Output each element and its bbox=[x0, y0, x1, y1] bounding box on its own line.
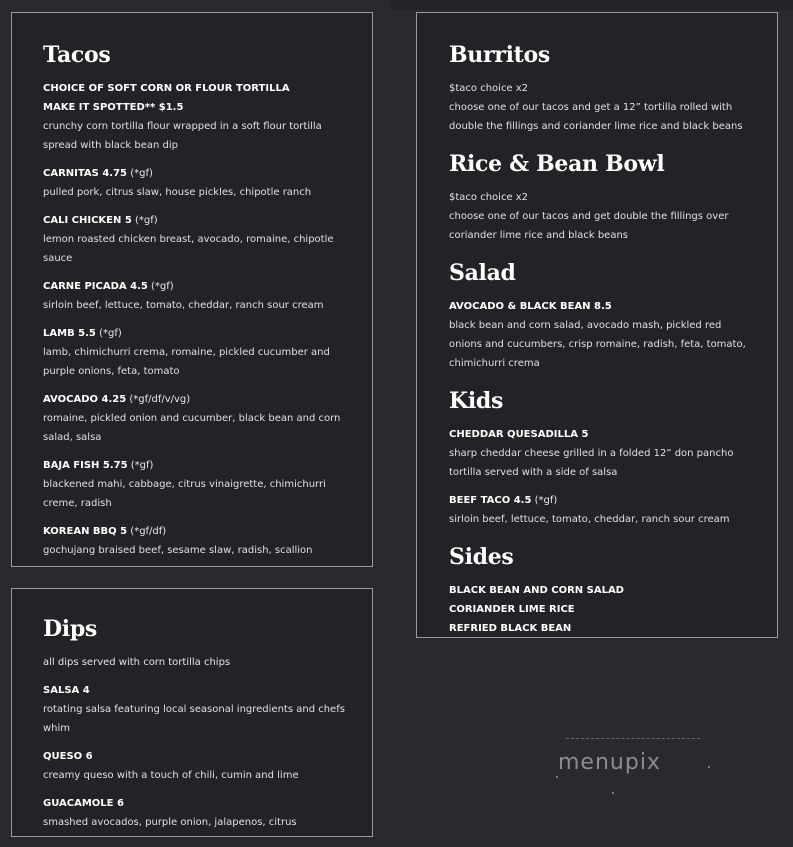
watermark-text: menupix bbox=[558, 750, 661, 775]
side-item: REFRIED BLACK BEAN bbox=[449, 623, 572, 634]
dips-intro: all dips served with corn tortilla chips bbox=[43, 657, 231, 668]
kids-section bbox=[449, 387, 777, 529]
item-name: QUESO 6 bbox=[43, 751, 93, 762]
item-desc: black bean and corn salad, avocado mash, pickled red onions and cucumbers, crisp romaine, radish, feta, tomato, chimichurri crema bbox=[449, 320, 746, 369]
item-desc: sirloin beef, lettuce, tomato, cheddar, ranch sour cream bbox=[43, 300, 324, 311]
item-name: LAMB 5.5 (*gf) bbox=[43, 328, 122, 339]
bowl-section bbox=[449, 150, 777, 245]
top-bar bbox=[391, 0, 793, 10]
item-name: AVOCADO 4.25 (*gf/df/v/vg) bbox=[43, 394, 191, 405]
watermark-dot bbox=[612, 792, 614, 794]
menu-item-avocado bbox=[43, 390, 372, 447]
menu-item-cali-chicken bbox=[43, 211, 372, 268]
item-desc: lemon roasted chicken breast, avocado, romaine, chipotle sauce bbox=[43, 234, 334, 264]
sides-section bbox=[449, 543, 777, 638]
item-desc: smashed avocados, purple onion, jalapenos, citrus bbox=[43, 817, 297, 828]
menu-item-korean-bbq bbox=[43, 522, 372, 560]
burritos-title: Burritos bbox=[449, 42, 550, 68]
item-name: KOREAN BBQ 5 (*gf/df) bbox=[43, 526, 167, 537]
tacos-intro-desc: crunchy corn tortilla flour wrapped in a soft flour tortilla spread with black bean dip bbox=[43, 121, 322, 151]
bowl-price: $taco choice x2 bbox=[449, 192, 529, 203]
burritos-price: $taco choice x2 bbox=[449, 83, 529, 94]
item-name: CARNITAS 4.75 (*gf) bbox=[43, 168, 153, 179]
watermark-dot bbox=[708, 766, 710, 768]
menupix-watermark bbox=[556, 736, 716, 796]
bowl-title: Rice & Bean Bowl bbox=[449, 151, 665, 177]
item-desc: gochujang braised beef, sesame slaw, radish, scallion bbox=[43, 545, 313, 556]
item-name: AVOCADO & BLACK BEAN 8.5 bbox=[449, 301, 612, 312]
menu-item-guacamole bbox=[43, 794, 372, 832]
item-name: CHEDDAR QUESADILLA 5 bbox=[449, 429, 589, 440]
item-desc: sirloin beef, lettuce, tomato, cheddar, ranch sour cream bbox=[449, 514, 730, 525]
item-name: CALI CHICKEN 5 (*gf) bbox=[43, 215, 158, 226]
item-name: SALSA 4 bbox=[43, 685, 90, 696]
item-name: BEEF TACO 4.5 (*gf) bbox=[449, 495, 558, 506]
dips-title: Dips bbox=[43, 616, 98, 642]
menu-item-carnitas bbox=[43, 164, 372, 202]
item-desc: rotating salsa featuring local seasonal ingredients and chefs whim bbox=[43, 704, 345, 734]
right-panel bbox=[416, 12, 778, 638]
menu-item-carne-picada bbox=[43, 277, 372, 315]
menu-item-queso bbox=[43, 747, 372, 785]
sides-title: Sides bbox=[449, 544, 514, 570]
item-name: CARNE PICADA 4.5 (*gf) bbox=[43, 281, 174, 292]
tacos-intro-spotted: MAKE IT SPOTTED** $1.5 bbox=[43, 102, 184, 113]
watermark-dashed-line bbox=[566, 738, 700, 739]
tacos-panel bbox=[11, 12, 373, 567]
bowl-desc: choose one of our tacos and get double the fillings over coriander lime rice and black beans bbox=[449, 211, 729, 241]
side-item: BLACK BEAN AND CORN SALAD bbox=[449, 585, 624, 596]
kids-title: Kids bbox=[449, 388, 504, 414]
item-desc: lamb, chimichurri crema, romaine, pickled cucumber and purple onions, feta, tomato bbox=[43, 347, 330, 377]
tacos-intro-tortilla: CHOICE OF SOFT CORN OR FLOUR TORTILLA bbox=[43, 83, 290, 94]
burritos-desc: choose one of our tacos and get a 12” tortilla rolled with double the fillings and coriander lime rice and black beans bbox=[449, 102, 743, 132]
burritos-section bbox=[449, 41, 777, 136]
item-desc: blackened mahi, cabbage, citrus vinaigrette, chimichurri creme, radish bbox=[43, 479, 326, 509]
salad-title: Salad bbox=[449, 260, 516, 286]
menu-item-lamb bbox=[43, 324, 372, 381]
salad-section bbox=[449, 259, 777, 373]
item-desc: romaine, pickled onion and cucumber, black bean and corn salad, salsa bbox=[43, 413, 341, 443]
tacos-title: Tacos bbox=[43, 42, 111, 68]
menu-item-salsa bbox=[43, 681, 372, 738]
dips-panel bbox=[11, 588, 373, 837]
menu-item-baja-fish bbox=[43, 456, 372, 513]
side-item: CORIANDER LIME RICE bbox=[449, 604, 575, 615]
item-name: GUACAMOLE 6 bbox=[43, 798, 124, 809]
watermark-dot bbox=[556, 776, 558, 778]
item-desc: pulled pork, citrus slaw, house pickles, chipotle ranch bbox=[43, 187, 312, 198]
item-name: BAJA FISH 5.75 (*gf) bbox=[43, 460, 154, 471]
item-desc: sharp cheddar cheese grilled in a folded 12” don pancho tortilla served with a side of salsa bbox=[449, 448, 734, 478]
item-desc: creamy queso with a touch of chili, cumin and lime bbox=[43, 770, 299, 781]
